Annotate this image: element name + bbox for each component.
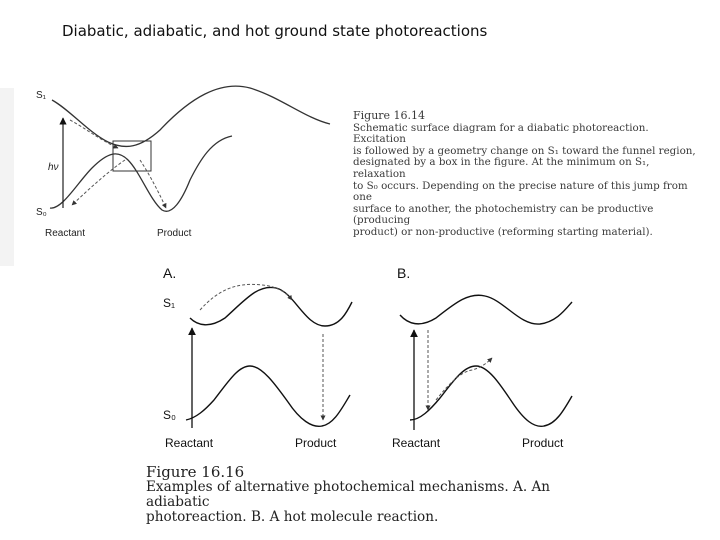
fig14-hv-label: hν bbox=[48, 162, 59, 173]
fig14-caption-line: is followed by a geometry change on S₁ toward the funnel region, bbox=[353, 144, 696, 157]
panel-a-s1-label: S₁ bbox=[163, 296, 176, 310]
fig16-caption-line: Examples of alternative photochemical mechanisms. A. An adiabatic bbox=[146, 479, 551, 510]
figure-14-diagram bbox=[50, 86, 330, 211]
fig14-reactant-label: Reactant bbox=[45, 228, 86, 239]
panel-a-product-label: Product bbox=[295, 436, 337, 450]
fig14-caption-line: Schematic surface diagram for a diabatic photoreaction. Excitation bbox=[353, 121, 649, 146]
fig14-s1-label: S₁ bbox=[36, 90, 47, 101]
fig14-caption-line: to S₀ occurs. Depending on the precise nature of this jump from one bbox=[353, 179, 688, 204]
slide-title: Diabatic, adiabatic, and hot ground state photoreactions bbox=[62, 22, 488, 40]
panel-b-title: B. bbox=[397, 265, 411, 281]
panel-a-s1-curve bbox=[190, 287, 352, 326]
fig14-product-label: Product bbox=[157, 228, 192, 239]
fig14-caption-line: surface to another, the photochemistry can be productive (producing bbox=[353, 202, 654, 227]
fig16-heading: Figure 16.16 bbox=[146, 463, 245, 481]
fig16-caption-line: photoreaction. B. A hot molecule reaction. bbox=[146, 509, 439, 525]
panel-b-reactant-label: Reactant bbox=[392, 436, 441, 450]
panel-a-reactant-label: Reactant bbox=[165, 436, 214, 450]
panel-b-s1-curve bbox=[400, 295, 572, 324]
fig14-caption bbox=[353, 110, 703, 239]
panel-b-s0-curve bbox=[410, 366, 572, 426]
figure-16-panel-b bbox=[400, 295, 572, 430]
fig14-s1-curve bbox=[52, 86, 330, 146]
fig14-heading: Figure 16.14 bbox=[353, 109, 426, 122]
panel-a-title: A. bbox=[163, 265, 177, 281]
fig16-caption bbox=[146, 465, 616, 525]
panel-b-hot-molecule-path bbox=[436, 358, 492, 400]
figure-16-panel-a bbox=[186, 284, 352, 428]
fig14-caption-line: designated by a box in the figure. At the minimum on S₁, relaxation bbox=[353, 156, 650, 180]
panel-a-s0-label: S₀ bbox=[163, 408, 176, 422]
fig14-caption-line: product) or non-productive (reforming starting material). bbox=[353, 225, 653, 238]
panel-a-s0-curve bbox=[186, 366, 350, 426]
fig14-s0-label: S₀ bbox=[36, 207, 47, 218]
panel-b-product-label: Product bbox=[522, 436, 564, 450]
